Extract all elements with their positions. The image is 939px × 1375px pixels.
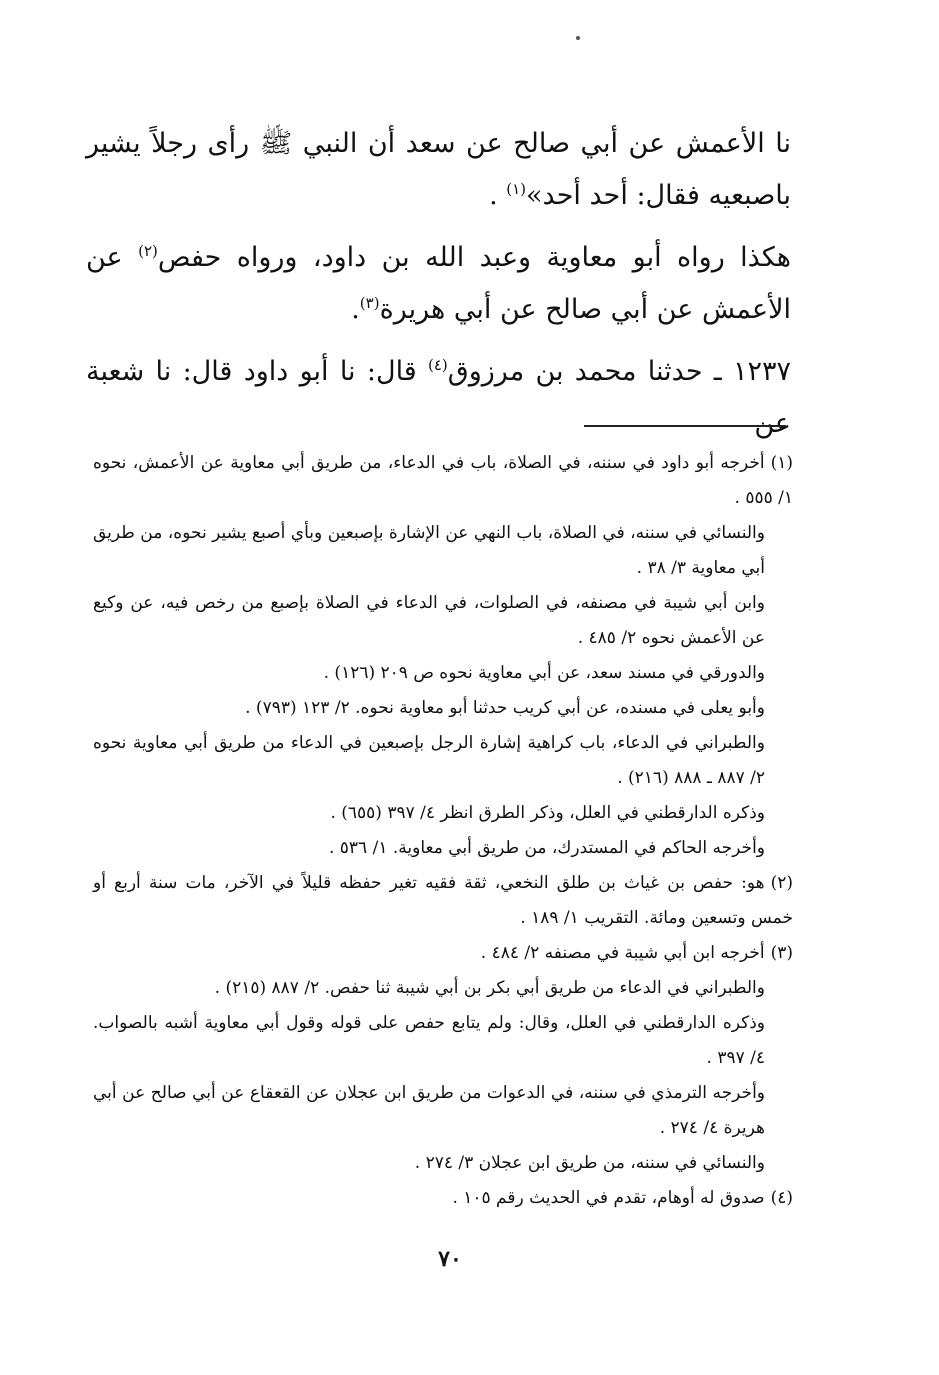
footnote-1-source-hakim [93,831,793,866]
paragraph-1-end: . [489,180,498,211]
footnote-1-source-tabarani [93,726,793,796]
footnote-text: صدوق له أوهام، تقدم في الحديث رقم ١٠٥ . [452,1188,765,1208]
paragraph-3 [86,346,791,450]
footnote-text: وأخرجه الحاكم في المستدرك، من طريق أبي معاوية. ١/ ٥٣٦ . [328,838,765,858]
footnote-1-source-daraqutni [93,796,793,831]
footnote-2 [93,866,793,936]
ink-speck [576,36,580,40]
paragraph-2-text-b: عن الأعمش عن أبي صالح عن أبي هريرة [86,242,791,325]
footnote-3-source-tirmidhi [93,1076,793,1146]
paragraph-2-text-a: هكذا رواه أبو معاوية وعبد الله بن داود، ورواه حفص [157,242,791,273]
paragraph-3-text-a: ١٢٣٧ ـ حدثنا محمد بن مرزوق [447,356,792,387]
footnote-ref-2[interactable]: (٢) [138,242,158,260]
footnote-number: (٤) [770,1188,793,1208]
footnote-text: والطبراني في الدعاء من طريق أبي بكر بن أبي شيبة ثنا حفص. ٢/ ٨٨٧ (٢١٥) . [214,978,765,998]
footnote-number: (١) [770,453,793,473]
footnote-1-source-nasai [93,516,793,586]
footnote-1-source-ibn-abi-shayba [93,586,793,656]
footnote-3 [93,936,793,971]
footnote-text: والنسائي في سننه، من طريق ابن عجلان ٣/ ٢٧٤ . [414,1153,765,1173]
footnote-text: وأخرجه الترمذي في سننه، في الدعوات من طريق ابن عجلان عن القعقاع عن أبي صالح عن أبي هريرة ٤/ ٢٧٤ . [93,1083,765,1138]
footnote-divider [584,425,786,427]
footnote-text: وابن أبي شيبة في مصنفه، في الصلوات، في الدعاء في الصلاة بإصبع من رخص فيه، عن وكيع عن الأعمش نحوه ٢/ ٤٨٥ . [93,593,765,648]
footnote-ref-3[interactable]: (٣) [359,294,380,312]
footnote-text: أخرجه أبو داود في سننه، في الصلاة، باب في الدعاء، من طريق أبي معاوية عن الأعمش، نحوه ١/ ٥٥٥ . [93,453,793,508]
footnote-3-source-tabarani [93,971,793,1006]
paragraph-1 [86,118,791,222]
footnote-ref-1[interactable]: (١) [506,180,527,198]
footnote-3-source-daraqutni [93,1006,793,1076]
page-number: ٧٠ [438,1246,462,1272]
footnote-1 [93,446,793,516]
footnote-number: (٣) [770,943,793,963]
footnote-3-source-nasai [93,1146,793,1181]
footnote-1-source-abu-yala [93,691,793,726]
footnote-text: وذكره الدارقطني في العلل، وقال: ولم يتابع حفص على قوله وقول أبي معاوية أشبه بالصواب. ٤/ ٣٩٧ . [93,1013,765,1068]
footnote-text: والنسائي في سننه، في الصلاة، باب النهي عن الإشارة بإصبعين وبأي أصبع يشير نحوه، من طريق أبي معاوية ٣/ ٣٨ . [93,523,765,578]
footnote-text: هو: حفص بن غياث بن طلق النخعي، ثقة فقيه تغير حفظه قليلاً في الآخر، مات سنة أربع أو خمس وتسعين ومائة. التقريب ١/ ١٨٩ . [93,873,793,928]
footnote-text: وأبو يعلى في مسنده، عن أبي كريب حدثنا أبو معاوية نحوه. ٢/ ١٢٣ (٧٩٣) . [245,698,765,718]
main-text [86,118,791,460]
footnote-ref-4[interactable]: (٤) [428,356,448,374]
paragraph-2-end: . [351,294,360,325]
footnote-number: (٢) [770,873,793,893]
footnote-text: والطبراني في الدعاء، باب كراهية إشارة الرجل بإصبعين في الدعاء من طريق أبي معاوية نحوه ٢/ ٨٨٧ ـ ٨٨٨ (٢١٦) . [93,733,765,788]
footnote-text: أخرجه ابن أبي شيبة في مصنفه ٢/ ٤٨٤ . [480,943,765,963]
paragraph-3-text-b: قال: نا أبو داود قال: نا شعبة عن [86,356,791,439]
footnote-text: وذكره الدارقطني في العلل، وذكر الطرق انظر ٤/ ٣٩٧ (٦٥٥) . [330,803,765,823]
paragraph-1-text: نا الأعمش عن أبي صالح عن سعد أن النبي ﷺ رأى رجلاً يشير باصبعيه فقال: أحد أحد» [86,128,791,211]
footnotes [93,446,793,1216]
footnote-4 [93,1181,793,1216]
footnote-text: والدورقي في مسند سعد، عن أبي معاوية نحوه ص ٢٠٩ (١٢٦) . [323,663,765,683]
paragraph-2 [86,232,791,336]
footnote-1-source-dawraqi [93,656,793,691]
